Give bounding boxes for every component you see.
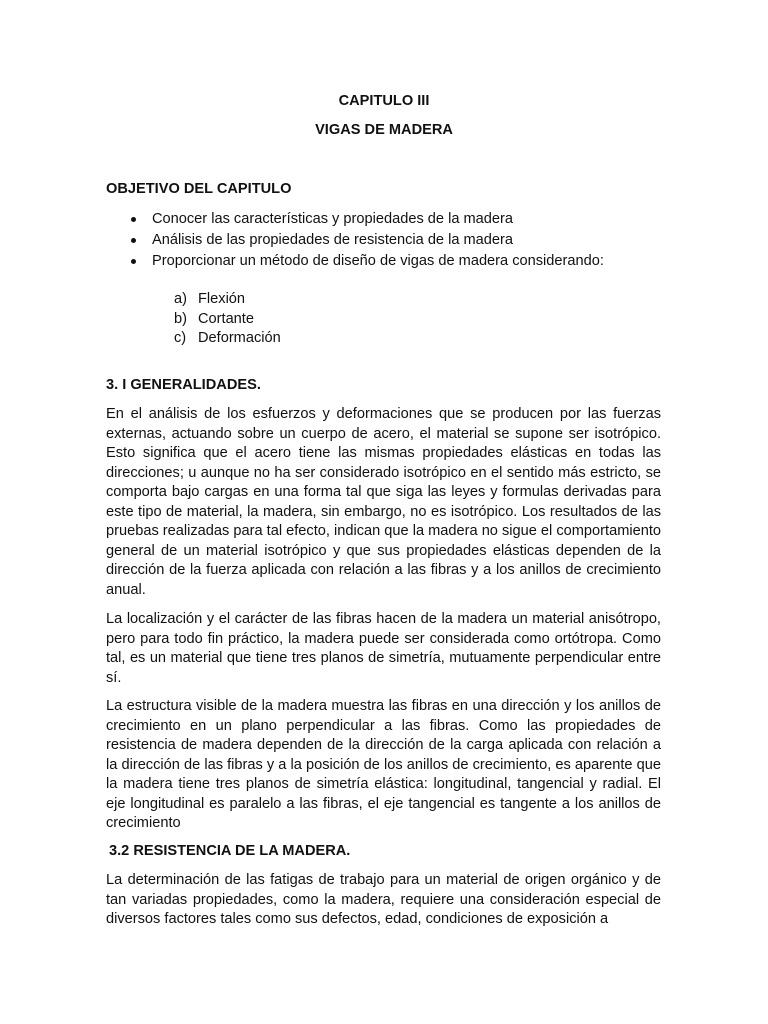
section-heading-resistencia: 3.2 RESISTENCIA DE LA MADERA. — [109, 843, 351, 859]
objective-heading: OBJETIVO DEL CAPITULO — [106, 181, 292, 197]
chapter-subtitle: VIGAS DE MADERA — [315, 122, 453, 138]
bullet-icon — [131, 238, 136, 243]
bullet-icon — [131, 217, 136, 222]
section-heading-generalidades: 3. I GENERALIDADES. — [106, 377, 261, 393]
list-item: b) Cortante — [174, 310, 254, 327]
bullet-icon — [131, 259, 136, 264]
list-item: Proporcionar un método de diseño de vigas de madera considerando: — [127, 251, 604, 272]
paragraph: En el análisis de los esfuerzos y deformaciones que se producen por las fuerzas externas, actuando sobre un cuerpo de acero, el material se supone ser isotrópico. Esto significa que el acero tiene las mismas propiedades elásticas en todas las direcciones; u aunque no ha ser considerado isotrópico en el sentido más estricto, se comporta bajo cargas en una forma tal que siga las leyes y formulas derivadas para este tipo de material, la madera, sin embargo, no es isotrópico. Los resultados de las pruebas realizadas para tal efecto, indican que la madera no sigue el comportamiento general de un material isotrópico y que sus propiedades elásticas dependen de la dirección de la fuerza aplicada con relación a las fibras y a los anillos de crecimiento anual. — [106, 406, 661, 598]
list-item: Análisis de las propiedades de resistencia de la madera — [127, 230, 604, 251]
design-criteria-list — [174, 290, 281, 349]
paragraph: La estructura visible de la madera muestra las fibras en una dirección y los anillos de crecimiento en un plano perpendicular a las fibras. Como las propiedades de resistencia de madera dependen de la dirección de la carga aplicada con relación a la dirección de las fibras y a la posición de los anillos de crecimiento, es aparente que la madera tiene tres planos de simetría elástica: longitudinal, tangencial y radial. El eje longitudinal es paralelo a las fibras, el eje tangencial es tangente a los anillos de crecimiento — [106, 698, 661, 831]
objectives-list — [127, 209, 604, 272]
list-item: Conocer las características y propiedades de la madera — [127, 209, 604, 230]
paragraph: La determinación de las fatigas de trabajo para un material de origen orgánico y de tan variadas propiedades, como la madera, requiere una consideración especial de diversos factores tales como sus defectos, edad, condiciones de exposición a — [106, 872, 661, 927]
list-item: c) Deformación — [174, 330, 281, 346]
paragraph: La localización y el carácter de las fibras hacen de la madera un material anisótropo, pero para todo fin práctico, la madera puede ser considerada como ortótropa. Como tal, es un material que tiene tres planos de simetría, mutuamente perpendicular entre sí. — [106, 611, 661, 686]
chapter-title: CAPITULO III — [338, 93, 430, 109]
list-item: a) Flexión — [174, 291, 246, 307]
